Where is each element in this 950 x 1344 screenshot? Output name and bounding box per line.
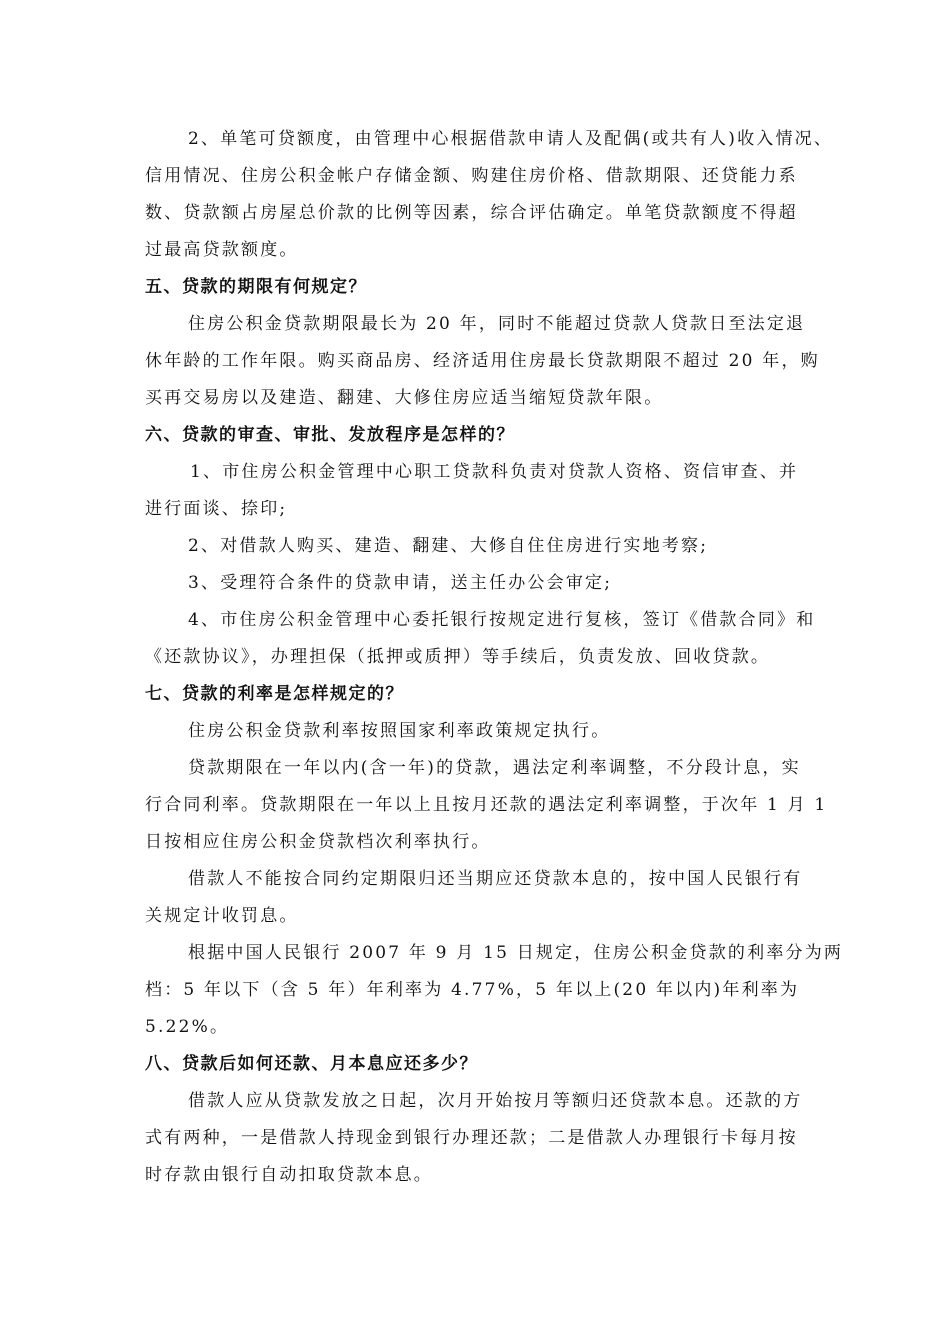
- list-item-line: 1、市住房公积金管理中心职工贷款科负责对贷款人资格、资信审查、并: [190, 462, 799, 482]
- paragraph-line: 借款人不能按合同约定期限归还当期应还贷款本息的，按中国人民银行有: [188, 869, 803, 889]
- list-item-line: 进行面谈、捺印;: [145, 499, 288, 519]
- paragraph-line: 2、单笔可贷额度，由管理中心根据借款申请人及配偶(或共有人)收入情况、: [188, 129, 834, 149]
- list-item-line: 《还款协议》，办理担保（抵押或质押）等手续后，负责发放、回收贷款。: [145, 647, 771, 667]
- paragraph-line: 买再交易房以及建造、翻建、大修住房应适当缩短贷款年限。: [145, 388, 664, 408]
- section-heading-5: 五、贷款的期限有何规定？: [145, 277, 367, 297]
- paragraph-line: 过最高贷款额度。: [145, 240, 299, 260]
- list-item-line: 4、市住房公积金管理中心委托银行按规定进行复核，签订《借款合同》和: [188, 610, 816, 630]
- paragraph-line: 根据中国人民银行 2007 年 9 月 15 日规定，住房公积金贷款的利率分为两: [188, 943, 844, 963]
- section-heading-6: 六、贷款的审查、审批、发放程序是怎样的？: [145, 425, 515, 445]
- section-heading-7: 七、贷款的利率是怎样规定的？: [145, 684, 404, 704]
- section-heading-8: 八、贷款后如何还款、月本息应还多少？: [145, 1054, 478, 1074]
- paragraph-line: 日按相应住房公积金贷款档次利率执行。: [145, 832, 491, 852]
- paragraph-line: 行合同利率。贷款期限在一年以上且按月还款的遇法定利率调整，于次年 1 月 1: [145, 795, 828, 815]
- paragraph-line: 借款人应从贷款发放之日起，次月开始按月等额归还贷款本息。还款的方: [188, 1091, 803, 1111]
- paragraph-line: 住房公积金贷款利率按照国家利率政策规定执行。: [188, 721, 611, 741]
- paragraph-line: 休年龄的工作年限。购买商品房、经济适用住房最长贷款期限不超过 20 年，购: [145, 351, 820, 371]
- paragraph-line: 关规定计收罚息。: [145, 906, 299, 926]
- paragraph-line: 5.22%。: [145, 1017, 230, 1037]
- paragraph-line: 住房公积金贷款期限最长为 20 年，同时不能超过贷款人贷款日至法定退: [188, 314, 806, 334]
- list-item-line: 2、对借款人购买、建造、翻建、大修自住住房进行实地考察;: [188, 536, 709, 556]
- paragraph-line: 式有两种，一是借款人持现金到银行办理还款；二是借款人办理银行卡每月按: [145, 1128, 798, 1148]
- paragraph-line: 数、贷款额占房屋总价款的比例等因素，综合评估确定。单笔贷款额度不得超: [145, 203, 798, 223]
- paragraph-line: 贷款期限在一年以内(含一年)的贷款，遇法定利率调整，不分段计息，实: [188, 758, 801, 778]
- paragraph-line: 信用情况、住房公积金帐户存储金额、购建住房价格、借款期限、还贷能力系: [145, 166, 798, 186]
- paragraph-line: 档：5 年以下（含 5 年）年利率为 4.77%，5 年以上(20 年以内)年利率为: [145, 980, 800, 1000]
- list-item-line: 3、受理符合条件的贷款申请，送主任办公会审定;: [188, 573, 613, 593]
- paragraph-line: 时存款由银行自动扣取贷款本息。: [145, 1165, 433, 1185]
